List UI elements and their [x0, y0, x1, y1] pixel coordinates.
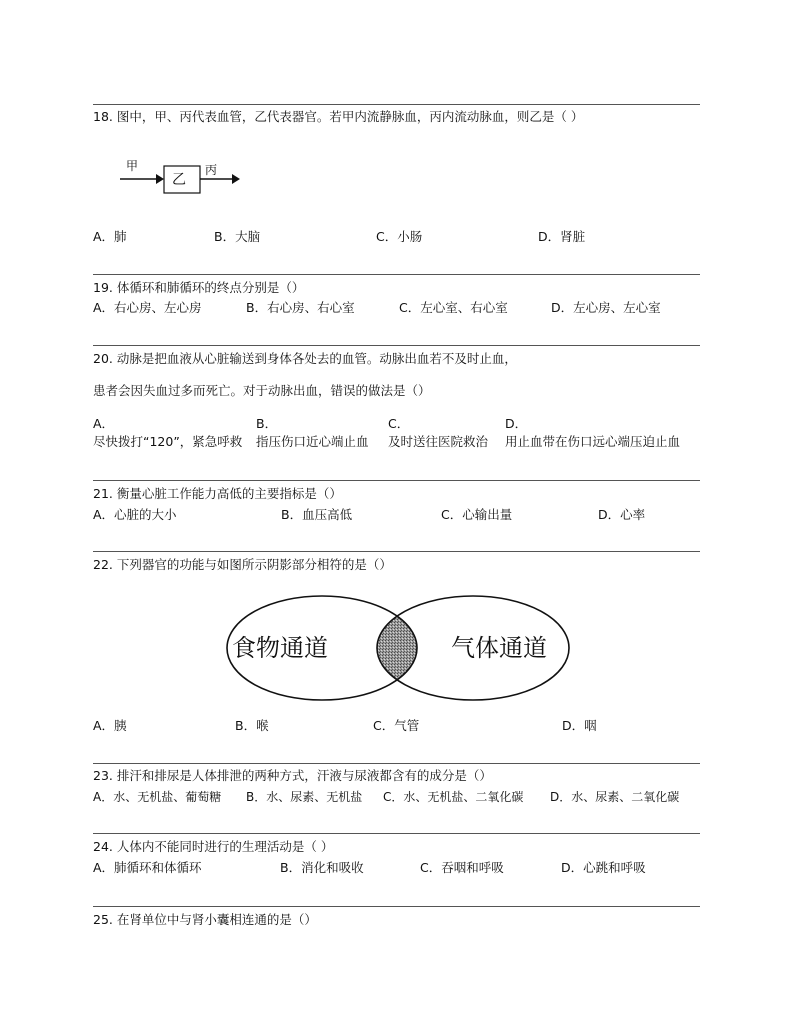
- divider: [93, 906, 700, 907]
- q21-option-b[interactable]: B．血压高低: [281, 507, 353, 522]
- q22-option-b[interactable]: B．喉: [235, 718, 269, 733]
- q24-option-d[interactable]: D．心跳和呼吸: [561, 860, 646, 875]
- q18-option-b[interactable]: B．大脑: [214, 229, 261, 244]
- q23-option-a[interactable]: A．水、无机盐、葡萄糖: [93, 790, 222, 804]
- divider: [93, 833, 700, 834]
- q18-option-d[interactable]: D．肾脏: [538, 229, 586, 244]
- venn-label-food-passage: 食物通道: [232, 634, 328, 662]
- q20-letter-d: D．: [505, 416, 528, 431]
- q24-option-b[interactable]: B．消化和吸收: [280, 860, 364, 875]
- q24-stem: 24. 人体内不能同时进行的生理活动是（ ）: [93, 839, 334, 854]
- q20-letter-c: C．: [388, 416, 410, 431]
- q22-option-c[interactable]: C．气管: [373, 718, 420, 733]
- q18-stem: 18. 图中，甲、丙代表血管，乙代表器官。若甲内流静脉血，丙内流动脉血，则乙是（ ）: [93, 109, 584, 124]
- divider: [93, 480, 700, 481]
- q21-option-a[interactable]: A．心脏的大小: [93, 507, 177, 522]
- q25-stem: 25. 在肾单位中与肾小囊相连通的是（）: [93, 912, 317, 927]
- divider: [93, 274, 700, 275]
- q19-option-b[interactable]: B．右心房、右心室: [246, 300, 355, 315]
- q18-label-bing: 丙: [205, 163, 218, 177]
- divider: [93, 551, 700, 552]
- divider: [93, 345, 700, 346]
- q20-option-d[interactable]: 用止血带在伤口远心端压迫止血: [505, 434, 681, 449]
- q20-option-a[interactable]: 尽快拨打“120”，紧急呼救: [93, 434, 243, 449]
- q21-option-c[interactable]: C．心输出量: [441, 507, 513, 522]
- q18-label-yi: 乙: [172, 172, 186, 188]
- divider: [93, 763, 700, 764]
- q22-option-a[interactable]: A．胰: [93, 718, 127, 733]
- q23-stem: 23. 排汗和排尿是人体排泄的两种方式，汗液与尿液都含有的成分是（）: [93, 768, 492, 783]
- q22-option-d[interactable]: D．咽: [562, 718, 597, 733]
- q22-stem: 22. 下列器官的功能与如图所示阴影部分相符的是（）: [93, 557, 392, 572]
- q21-stem: 21. 衡量心脏工作能力高低的主要指标是（）: [93, 486, 342, 501]
- q23-option-c[interactable]: C．水、无机盐、二氧化碳: [383, 790, 524, 804]
- q24-option-c[interactable]: C．吞咽和呼吸: [420, 860, 504, 875]
- q24-option-a[interactable]: A．肺循环和体循环: [93, 860, 202, 875]
- q19-option-c[interactable]: C．左心室、右心室: [399, 300, 508, 315]
- q20-stem-line1: 20. 动脉是把血液从心脏输送到身体各处去的血管。动脉出血若不及时止血，: [93, 351, 517, 366]
- q23-option-b[interactable]: B．水、尿素、无机盐: [246, 790, 363, 804]
- q20-letter-b: B．: [256, 416, 278, 431]
- q18-label-jia: 甲: [126, 159, 139, 173]
- q20-option-b[interactable]: 指压伤口近心端止血: [256, 434, 369, 449]
- q18-option-c[interactable]: C．小肠: [376, 229, 423, 244]
- venn-label-air-passage: 气体通道: [451, 634, 547, 662]
- q19-option-d[interactable]: D．左心房、左心室: [551, 300, 661, 315]
- divider: [93, 104, 700, 105]
- q20-stem-line2: 患者会因失血过多而死亡。对于动脉出血，错误的做法是（）: [93, 383, 431, 398]
- q18-option-a[interactable]: A．肺: [93, 229, 127, 244]
- q23-option-d[interactable]: D．水、尿素、二氧化碳: [550, 790, 680, 804]
- q19-stem: 19. 体循环和肺循环的终点分别是（）: [93, 280, 305, 295]
- q21-option-d[interactable]: D．心率: [598, 507, 646, 522]
- q20-letter-a: A．: [93, 416, 115, 431]
- q19-option-a[interactable]: A．右心房、左心房: [93, 300, 202, 315]
- q20-option-c[interactable]: 及时送往医院救治: [388, 434, 489, 449]
